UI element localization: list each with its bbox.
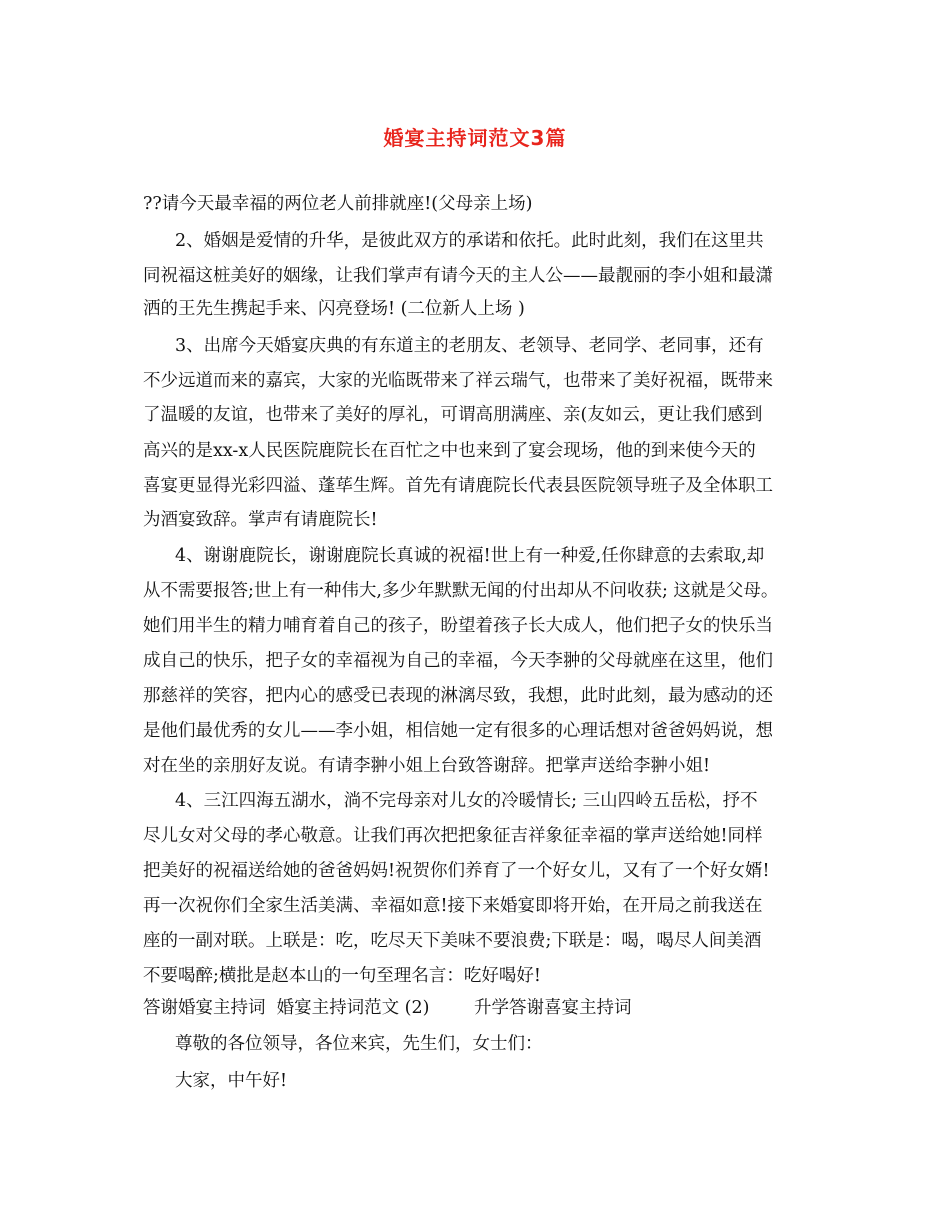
paragraph-line: 为酒宴致辞。掌声有请鹿院长! <box>143 510 378 530</box>
paragraph-line: 喜宴更显得光彩四溢、蓬荜生辉。首先有请鹿院长代表县医院领导班子及全体职工 <box>143 476 773 496</box>
document-title: 婚宴主持词范文3篇 <box>383 126 567 150</box>
paragraph-line: 座的一副对联。上联是：吃，吃尽天下美味不要浪费;下联是：喝，喝尽人间美酒 <box>143 931 762 951</box>
paragraph-line: 大家，中午好! <box>175 1071 288 1091</box>
paragraph-line: 4、谢谢鹿院长，谢谢鹿院长真诚的祝福!世上有一种爱,任你肆意的去索取,却 <box>175 546 765 566</box>
paragraph-line: 对在坐的亲朋好友说。有请李翀小姐上台致答谢辞。把掌声送给李翀小姐! <box>143 756 711 776</box>
paragraph-line: 她们用半生的精力哺育着自己的孩子，盼望着孩子长大成人，他们把子女的快乐当 <box>143 616 773 636</box>
paragraph-line: 4、三江四海五湖水，淌不完母亲对儿女的冷暖情长; 三山四岭五岳松，抒不 <box>175 791 758 811</box>
paragraph-line: 尊敬的各位领导，各位来宾，先生们，女士们： <box>175 1034 543 1054</box>
related-links-line: 答谢婚宴主持词 婚宴主持词范文 (2) 升学答谢喜宴主持词 <box>143 998 632 1018</box>
paragraph-line: 不要喝醉;横批是赵本山的一句至理名言：吃好喝好! <box>143 966 541 986</box>
paragraph-line: 成自己的快乐，把子女的幸福视为自己的幸福，今天李翀的父母就座在这里，他们 <box>143 651 773 671</box>
paragraph-line: 尽儿女对父母的孝心敬意。让我们再次把把象征吉祥象征幸福的掌声送给她!同样 <box>143 826 763 846</box>
paragraph-line: 同祝福这桩美好的姻缘，让我们掌声有请今天的主人公——最靓丽的李小姐和最潇 <box>143 266 773 286</box>
paragraph-line: 高兴的是xx-x人民医院鹿院长在百忙之中也来到了宴会现场，他的到来使今天的 <box>143 441 756 461</box>
paragraph-line: 是他们最优秀的女儿——李小姐，相信她一定有很多的心理话想对爸爸妈妈说，想 <box>143 721 773 741</box>
paragraph-line: 再一次祝你们全家生活美满、幸福如意!接下来婚宴即将开始，在开局之前我送在 <box>143 896 763 916</box>
paragraph-line: 3、出席今天婚宴庆典的有东道主的老朋友、老领导、老同学、老同事，还有 <box>175 336 764 356</box>
paragraph-line: 那慈祥的笑容，把内心的感受已表现的淋漓尽致，我想，此时此刻，最为感动的还 <box>143 686 773 706</box>
paragraph-line: 把美好的祝福送给她的爸爸妈妈!祝贺你们养育了一个好女儿，又有了一个好女婿! <box>143 861 770 881</box>
paragraph-line: ??请今天最幸福的两位老人前排就座!(父母亲上场) <box>143 194 533 214</box>
paragraph-line: 从不需要报答;世上有一种伟大,多少年默默无闻的付出却从不问收获; 这就是父母。 <box>143 581 779 601</box>
paragraph-line: 了温暖的友谊，也带来了美好的厚礼，可谓高朋满座、亲(友如云，更让我们感到 <box>143 405 763 425</box>
paragraph-line: 不少远道而来的嘉宾，大家的光临既带来了祥云瑞气，也带来了美好祝福，既带来 <box>143 371 773 391</box>
paragraph-line: 洒的王先生携起手来、闪亮登场! (二位新人上场 ) <box>143 299 525 319</box>
paragraph-line: 2、婚姻是爱情的升华，是彼此双方的承诺和依托。此时此刻，我们在这里共 <box>175 231 764 251</box>
